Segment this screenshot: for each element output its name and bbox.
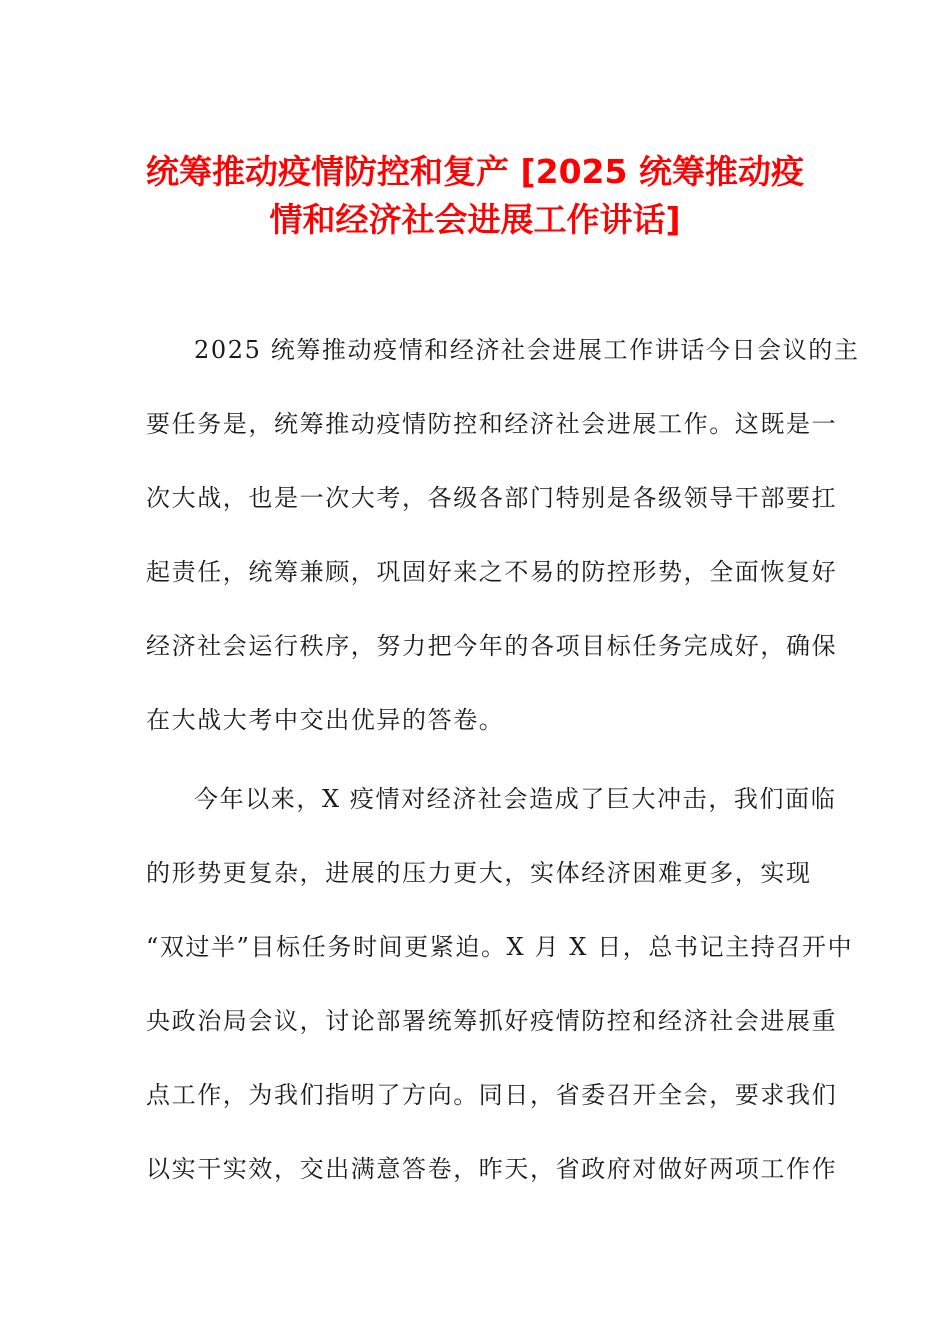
body-line: 2025 统筹推动疫情和经济社会进展工作讲话今日会议的主 bbox=[194, 336, 860, 364]
body-line: 今年以来，X 疫情对经济社会造成了巨大冲击，我们面临 bbox=[194, 785, 837, 813]
body-line: 在大战大考中交出优异的答卷。 bbox=[146, 706, 505, 734]
body-line: 起责任，统筹兼顾，巩固好来之不易的防控形势，全面恢复好 bbox=[146, 558, 838, 586]
body-line: 点工作，为我们指明了方向。同日，省委召开全会，要求我们 bbox=[146, 1081, 838, 1109]
body-line: “双过半”目标任务时间更紧迫。X 月 X 日，总书记主持召开中 bbox=[146, 933, 854, 961]
document-title bbox=[140, 148, 810, 244]
body-line: 的形势更复杂，进展的压力更大，实体经济困难更多，实现 bbox=[146, 859, 812, 887]
body-line: 要任务是，统筹推动疫情防控和经济社会进展工作。这既是一 bbox=[146, 410, 838, 438]
body-line: 以实干实效，交出满意答卷，昨天，省政府对做好两项工作作 bbox=[146, 1155, 838, 1183]
title-line-2: 情和经济社会进展工作讲话] bbox=[269, 200, 681, 239]
body-line: 经济社会运行秩序，努力把今年的各项目标任务完成好，确保 bbox=[146, 632, 838, 660]
body-line: 央政治局会议，讨论部署统筹抓好疫情防控和经济社会进展重 bbox=[146, 1007, 838, 1035]
title-line-1: 统筹推动疫情防控和复产 [2025 统筹推动疫 bbox=[146, 152, 804, 191]
body-line: 次大战，也是一次大考，各级各部门特别是各级领导干部要扛 bbox=[146, 484, 838, 512]
